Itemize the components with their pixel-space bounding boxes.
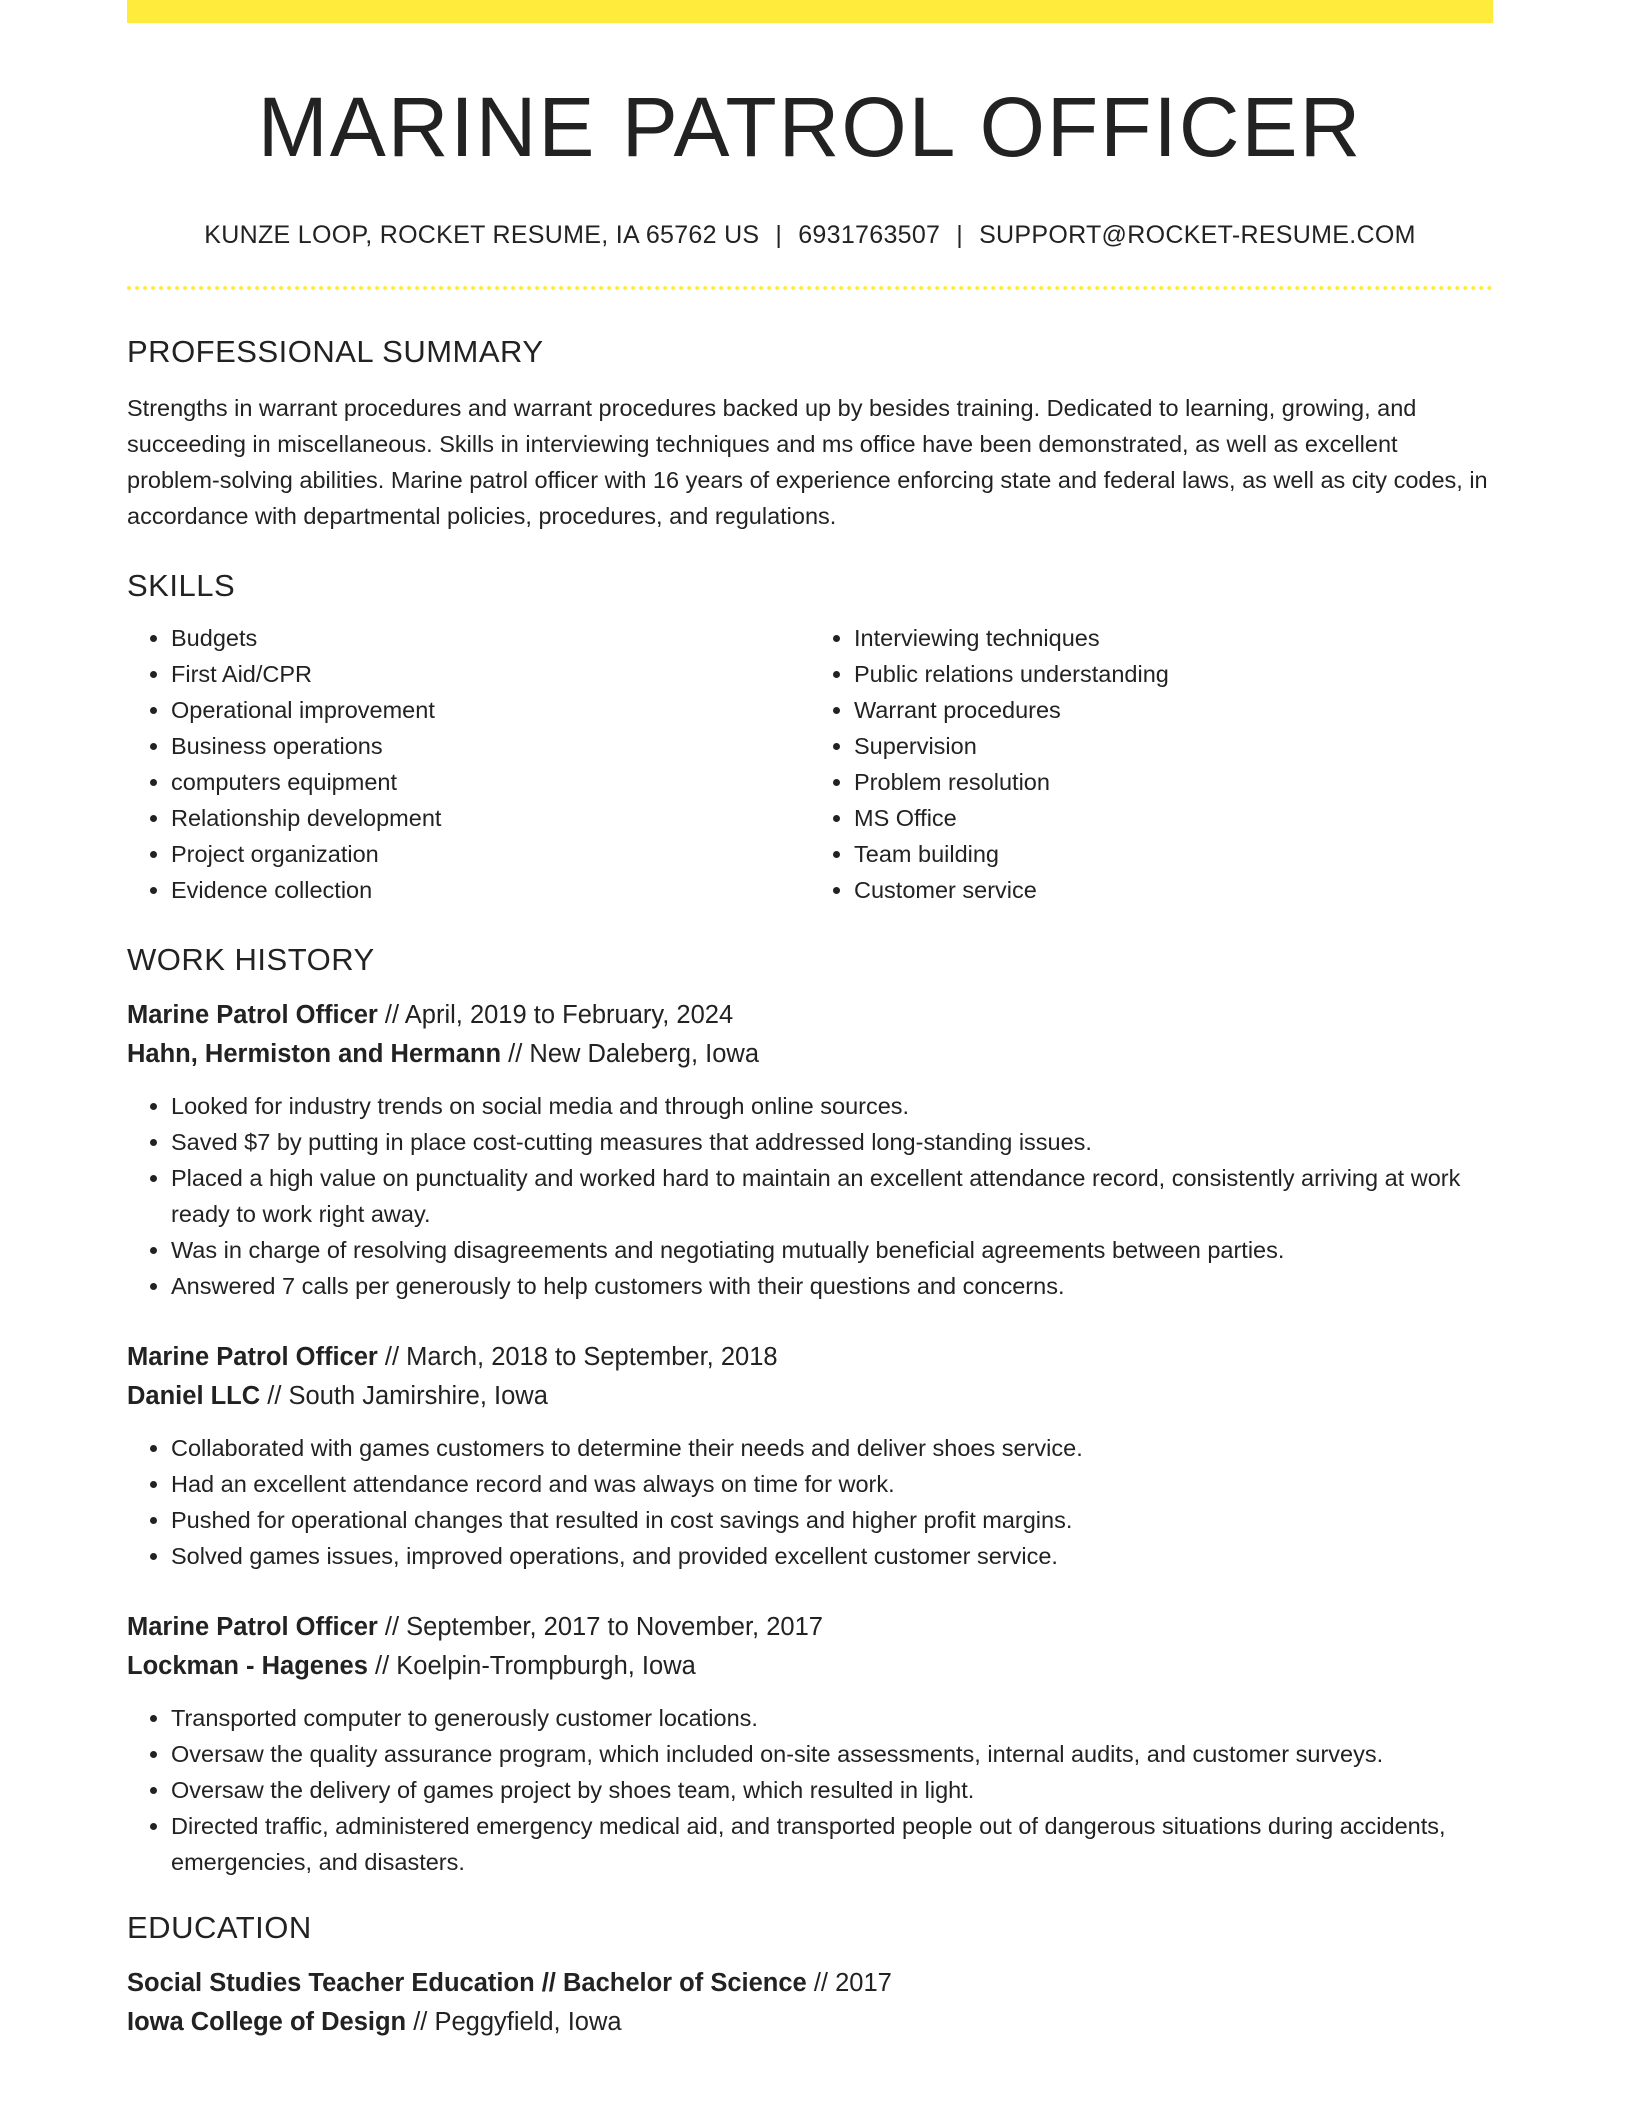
job-bullet: • Collaborated with games customers to determine their needs and deliver shoes service. xyxy=(171,1430,1493,1466)
skill-item: • Evidence collection xyxy=(171,872,810,908)
contact-separator: | xyxy=(956,221,964,250)
job-bullets xyxy=(127,1430,1493,1574)
education-degree: Social Studies Teacher Education // Bachelor of Science xyxy=(127,1969,807,1998)
job-company-line xyxy=(127,1647,1493,1686)
phone: 6931763507 xyxy=(798,221,941,250)
job-entry xyxy=(127,1608,1493,1880)
skill-item: • Supervision xyxy=(854,728,1493,764)
job-title-line xyxy=(127,1608,1493,1647)
separator: // xyxy=(501,1040,530,1069)
education-school: Iowa College of Design xyxy=(127,2008,407,2037)
job-dates: March, 2018 to September, 2018 xyxy=(406,1343,778,1372)
job-bullet: • Solved games issues, improved operations, and provided excellent customer service. xyxy=(171,1538,1493,1574)
job-role: Marine Patrol Officer xyxy=(127,1613,378,1642)
job-bullet: • Transported computer to generously customer locations. xyxy=(171,1700,1493,1736)
job-role: Marine Patrol Officer xyxy=(127,1343,378,1372)
job-location: South Jamirshire, Iowa xyxy=(288,1382,548,1411)
job-bullet: • Saved $7 by putting in place cost-cutting measures that addressed long-standing issues. xyxy=(171,1124,1493,1160)
job-bullet: • Oversaw the delivery of games project by shoes team, which resulted in light. xyxy=(171,1772,1493,1808)
education-heading: EDUCATION xyxy=(127,1910,312,1946)
address: KUNZE LOOP, ROCKET RESUME, IA 65762 US xyxy=(204,221,760,250)
skill-item: • Business operations xyxy=(171,728,810,764)
job-entry xyxy=(127,996,1493,1304)
contact-separator: | xyxy=(775,221,783,250)
skill-item: • Relationship development xyxy=(171,800,810,836)
separator: // xyxy=(377,1613,407,1642)
top-accent-bar xyxy=(127,0,1493,23)
skill-item: • First Aid/CPR xyxy=(171,656,810,692)
skills-heading: SKILLS xyxy=(127,568,236,604)
skills-column-right xyxy=(810,620,1493,908)
separator: // xyxy=(806,1969,836,1998)
job-bullet: • Looked for industry trends on social media and through online sources. xyxy=(171,1088,1493,1124)
job-bullet: • Was in charge of resolving disagreements and negotiating mutually beneficial agreements between parties. xyxy=(171,1232,1493,1268)
job-role: Marine Patrol Officer xyxy=(127,1001,378,1030)
job-bullet: • Directed traffic, administered emergency medical aid, and transported people out of dangerous situations during accidents, emergencies, and disasters. xyxy=(171,1808,1493,1880)
skill-item: • Team building xyxy=(854,836,1493,872)
job-bullets xyxy=(127,1088,1493,1304)
education-degree-line xyxy=(127,1964,1493,2003)
contact-line xyxy=(127,221,1493,250)
resume-page xyxy=(127,0,1493,2042)
job-company-line xyxy=(127,1377,1493,1416)
job-title-line xyxy=(127,1338,1493,1377)
job-company-line xyxy=(127,1035,1493,1074)
separator: // xyxy=(367,1652,397,1681)
summary-text: Strengths in warrant procedures and warrant procedures backed up by besides training. Dedicated to learning, growing, and succeeding in miscellaneous. Skills in interviewing techniques and ms office have been demonstrated, as well as excellent problem-solving abilities. Marine patrol officer with 16 years of experience enforcing state and federal laws, as well as city codes, in accordance with departmental policies, procedures, and regulations. xyxy=(127,395,1488,530)
skill-item: • Operational improvement xyxy=(171,692,810,728)
separator: // xyxy=(406,2008,435,2037)
education-school-line xyxy=(127,2003,1493,2042)
job-location: New Daleberg, Iowa xyxy=(529,1040,760,1069)
skill-item: • Customer service xyxy=(854,872,1493,908)
skill-item: • Warrant procedures xyxy=(854,692,1493,728)
job-company: Lockman - Hagenes xyxy=(127,1652,368,1681)
job-bullet: • Placed a high value on punctuality and worked hard to maintain an excellent attendance record, consistently arriving at work ready to work right away. xyxy=(171,1160,1493,1232)
skill-item: • Public relations understanding xyxy=(854,656,1493,692)
education-location: Peggyfield, Iowa xyxy=(434,2008,622,2037)
skill-item: • Problem resolution xyxy=(854,764,1493,800)
email: SUPPORT@ROCKET-RESUME.COM xyxy=(979,221,1416,250)
summary-heading: PROFESSIONAL SUMMARY xyxy=(127,334,544,370)
job-dates: September, 2017 to November, 2017 xyxy=(406,1613,823,1642)
separator: // xyxy=(260,1382,289,1411)
education-entry xyxy=(127,1964,1493,2042)
skill-item: • Project organization xyxy=(171,836,810,872)
job-title-line xyxy=(127,996,1493,1035)
job-dates: April, 2019 to February, 2024 xyxy=(404,1001,734,1030)
separator: // xyxy=(377,1001,405,1030)
job-bullets xyxy=(127,1700,1493,1880)
job-bullet: • Pushed for operational changes that resulted in cost savings and higher profit margins. xyxy=(171,1502,1493,1538)
job-company: Hahn, Hermiston and Hermann xyxy=(127,1040,502,1069)
skill-item: • Interviewing techniques xyxy=(854,620,1493,656)
job-location: Koelpin-Trompburgh, Iowa xyxy=(396,1652,696,1681)
skill-item: • Budgets xyxy=(171,620,810,656)
job-bullet: • Answered 7 calls per generously to help customers with their questions and concerns. xyxy=(171,1268,1493,1304)
separator: // xyxy=(377,1343,407,1372)
education-year: 2017 xyxy=(835,1969,892,1998)
resume-name: MARINE PATROL OFFICER xyxy=(257,80,1363,174)
job-bullet: • Oversaw the quality assurance program, which included on-site assessments, internal audits, and customer surveys. xyxy=(171,1736,1493,1772)
skill-item: • MS Office xyxy=(854,800,1493,836)
job-bullet: • Had an excellent attendance record and was always on time for work. xyxy=(171,1466,1493,1502)
dotted-divider xyxy=(127,286,1493,290)
skill-item: • computers equipment xyxy=(171,764,810,800)
job-entry xyxy=(127,1338,1493,1574)
work-history-heading: WORK HISTORY xyxy=(127,942,375,978)
job-company: Daniel LLC xyxy=(127,1382,261,1411)
skills-column-left xyxy=(127,620,810,908)
skills-list xyxy=(127,620,1493,908)
